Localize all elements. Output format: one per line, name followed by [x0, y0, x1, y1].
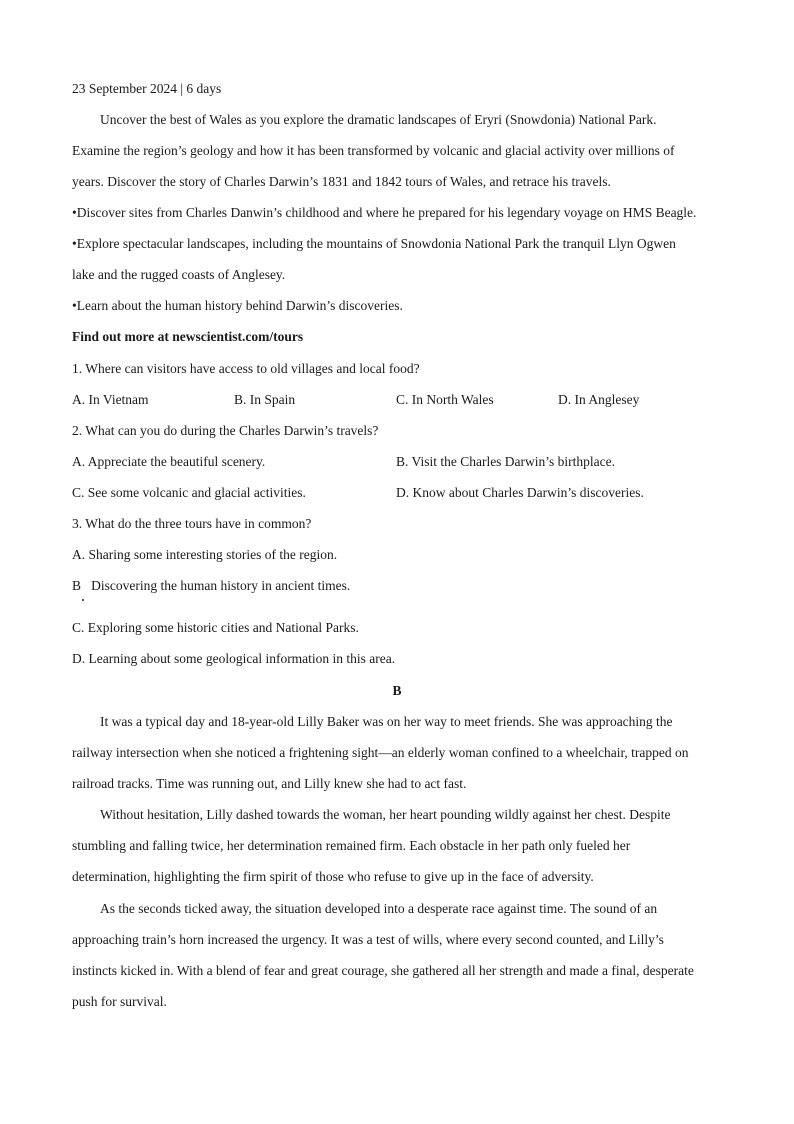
option-d: D. Learning about some geological information in this area.: [72, 651, 396, 666]
find-out-more-line: Find out more at newscientist.com/tours: [72, 329, 304, 344]
passage-b-line: As the seconds ticked away, the situation developed into a desperate race against time. The sound of an: [100, 901, 658, 916]
option-a: A. Appreciate the beautiful scenery.: [72, 454, 266, 469]
passage-b-line: stumbling and falling twice, her determination remained firm. Each obstacle in her path only fueled her: [72, 838, 631, 853]
bullet-line: •Explore spectacular landscapes, including the mountains of Snowdonia National Park the tranquil Llyn Ogwen: [72, 236, 676, 251]
option-d: D. Know about Charles Darwin’s discoveries.: [396, 485, 644, 500]
option-a: A. Sharing some interesting stories of the region.: [72, 547, 338, 562]
option-b: B Discovering the human history in ancient times.: [72, 578, 351, 593]
passage-b-line: push for survival.: [72, 994, 167, 1009]
option-c: C. In North Wales: [396, 392, 494, 407]
passage-a-line: Examine the region’s geology and how it has been transformed by volcanic and glacial activity over millions of: [72, 143, 675, 158]
bullet-line: lake and the rugged coasts of Anglesey.: [72, 267, 286, 282]
date-line: 23 September 2024 | 6 days: [72, 81, 222, 96]
passage-b-line: railroad tracks. Time was running out, and Lilly knew she had to act fast.: [72, 776, 467, 791]
passage-a-line: years. Discover the story of Charles Darwin’s 1831 and 1842 tours of Wales, and retrace his travels.: [72, 174, 611, 189]
question-stem: 2. What can you do during the Charles Darwin’s travels?: [72, 423, 379, 438]
stray-dot-mark: [82, 599, 84, 601]
passage-b-line: Without hesitation, Lilly dashed towards the woman, her heart pounding wildly against her chest. Despite: [100, 807, 671, 822]
passage-b-line: It was a typical day and 18-year-old Lilly Baker was on her way to meet friends. She was approaching the: [100, 714, 673, 729]
option-a: A. In Vietnam: [72, 392, 149, 407]
option-c: C. See some volcanic and glacial activities.: [72, 485, 306, 500]
passage-b-line: approaching train’s horn increased the urgency. It was a test of wills, where every second counted, and Lilly’s: [72, 932, 664, 947]
bullet-line: •Discover sites from Charles Danwin’s childhood and where he prepared for his legendary voyage on HMS Beagle.: [72, 205, 697, 220]
section-b-heading: B: [392, 683, 402, 698]
option-b: B. Visit the Charles Darwin’s birthplace.: [396, 454, 616, 469]
bullet-line: •Learn about the human history behind Darwin’s discoveries.: [72, 298, 403, 313]
passage-b-line: determination, highlighting the firm spirit of those who refuse to give up in the face of adversity.: [72, 869, 594, 884]
passage-b-line: instincts kicked in. With a blend of fear and great courage, she gathered all her strength and made a final, desperate: [72, 963, 694, 978]
question-stem: 3. What do the three tours have in common?: [72, 516, 312, 531]
passage-b-line: railway intersection when she noticed a frightening sight—an elderly woman confined to a wheelchair, trapped on: [72, 745, 689, 760]
passage-a-line: Uncover the best of Wales as you explore the dramatic landscapes of Eryri (Snowdonia) National Park.: [100, 112, 657, 127]
option-b: B. In Spain: [234, 392, 296, 407]
option-d: D. In Anglesey: [558, 392, 640, 407]
question-stem: 1. Where can visitors have access to old villages and local food?: [72, 361, 420, 376]
option-c: C. Exploring some historic cities and National Parks.: [72, 620, 359, 635]
